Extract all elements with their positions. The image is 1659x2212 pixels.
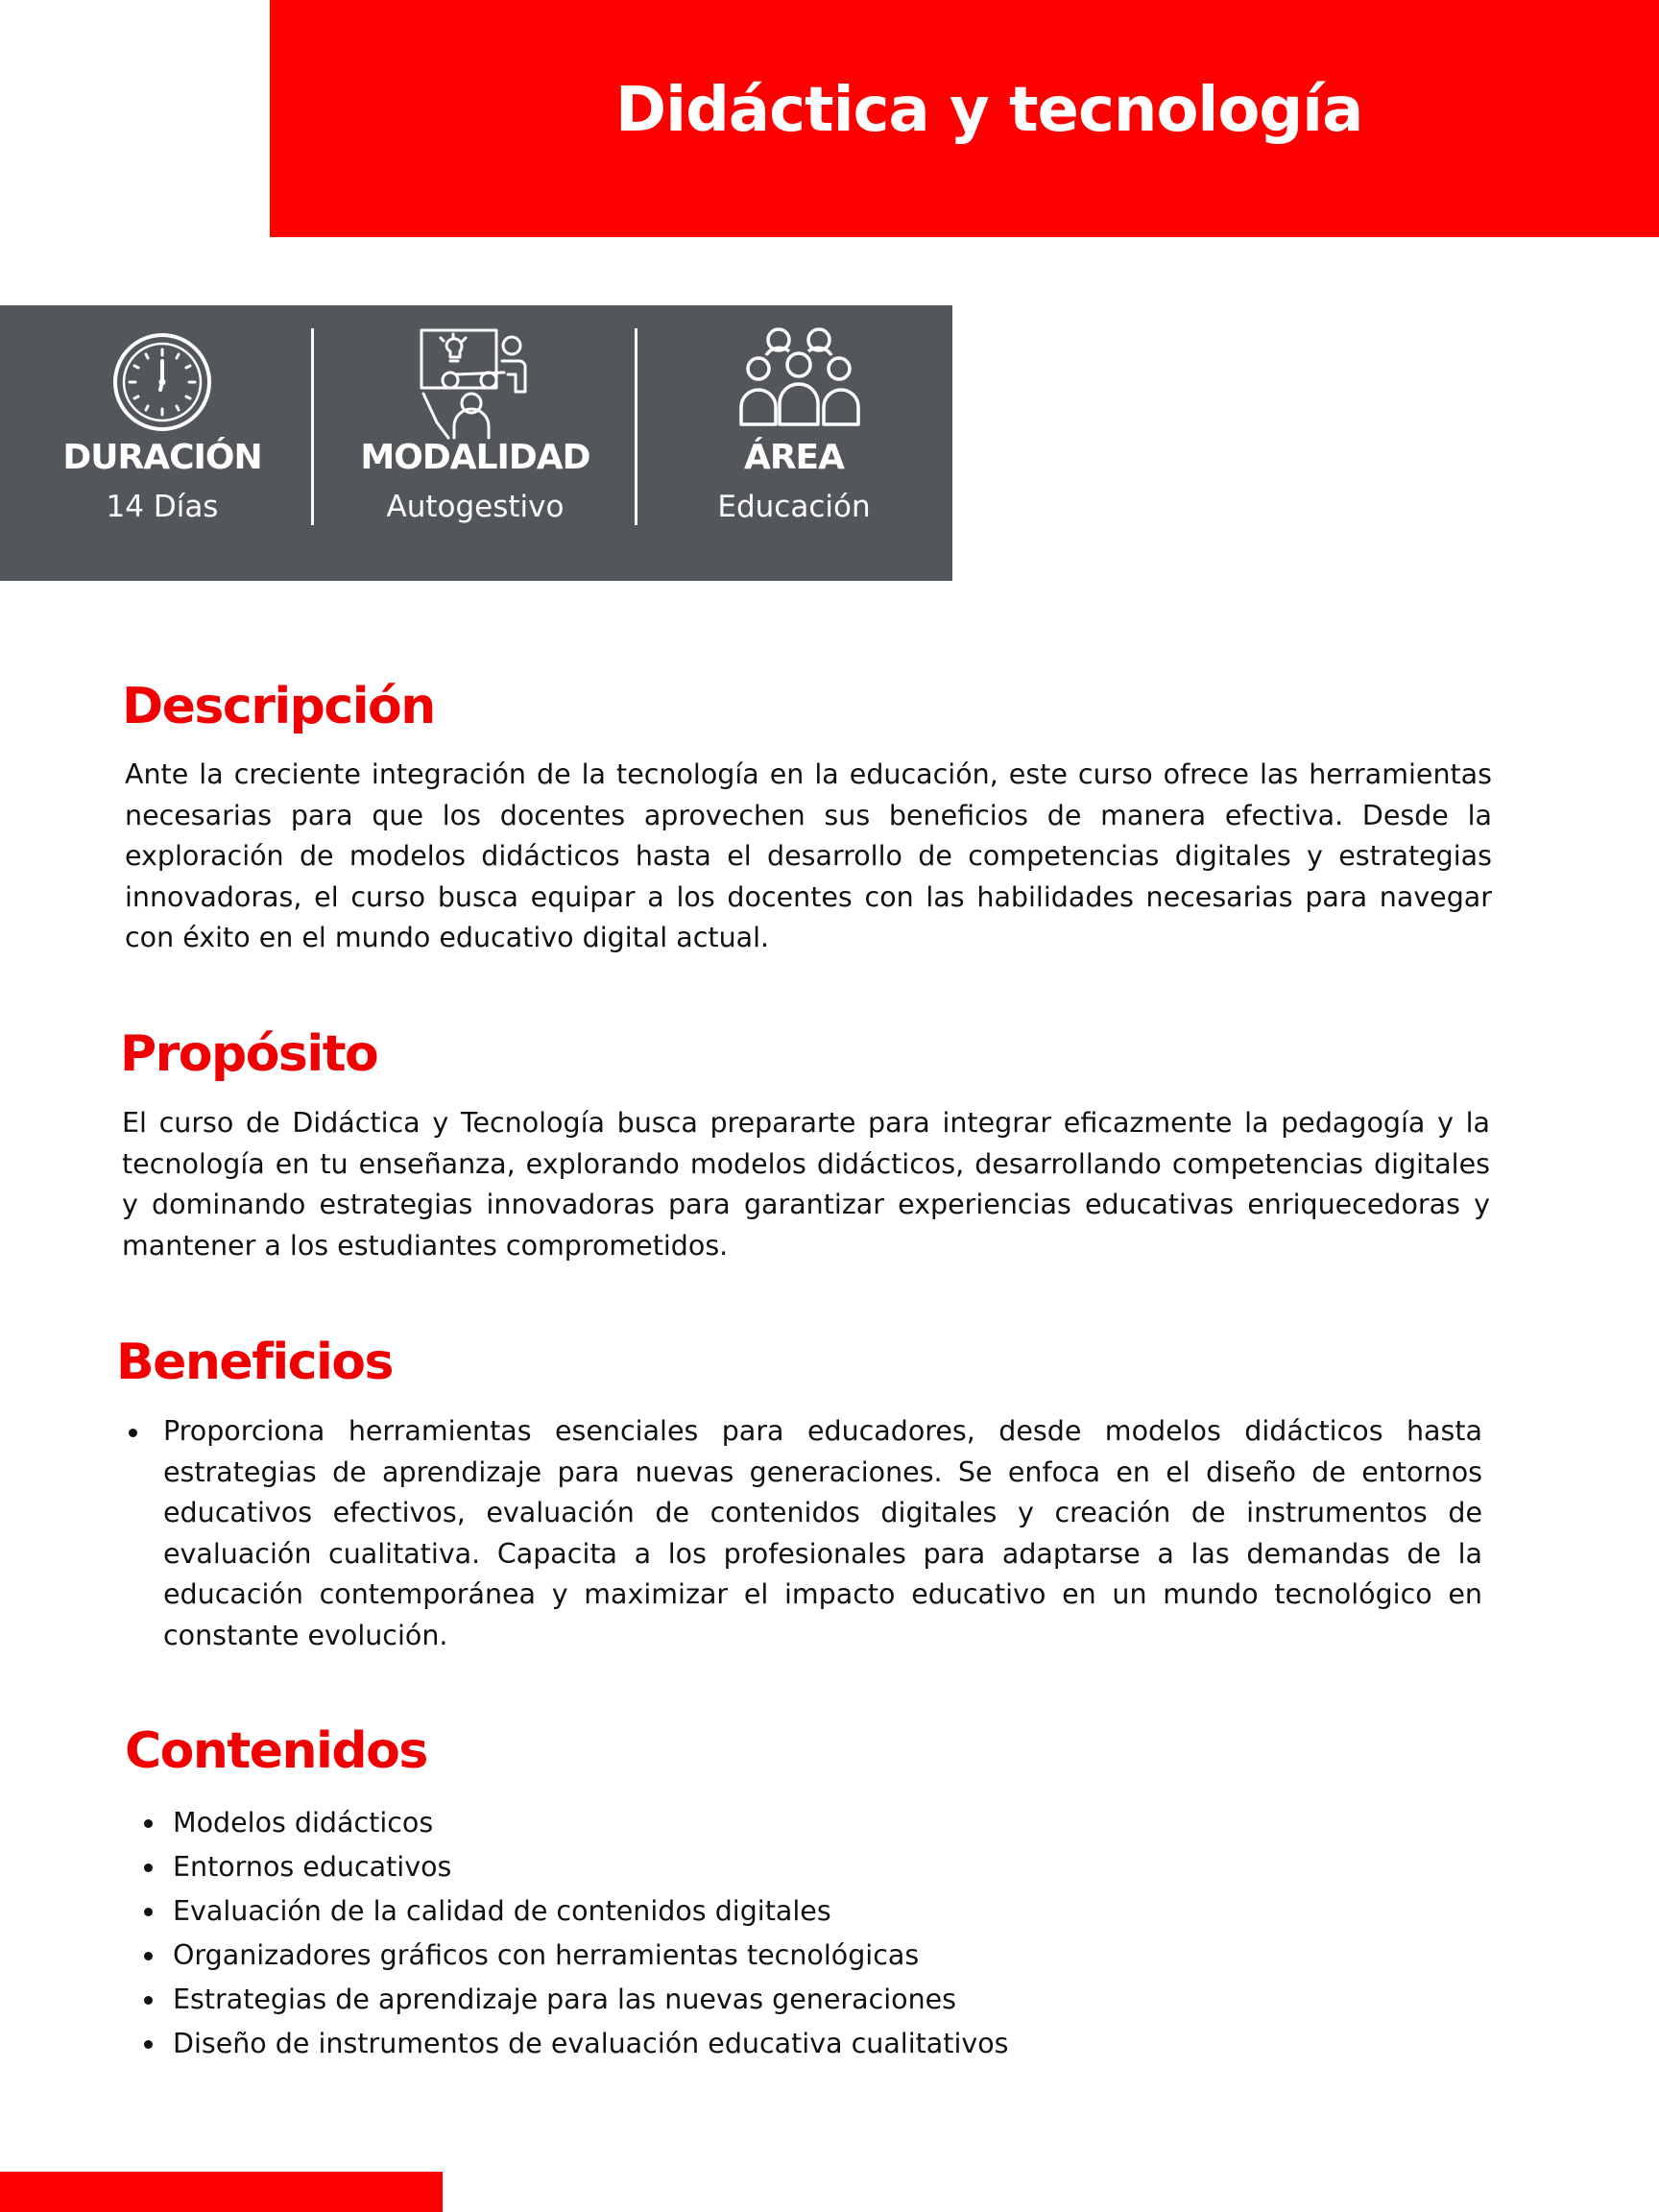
bullet-icon	[144, 2040, 153, 2049]
modality-value: Autogestivo	[386, 490, 565, 524]
info-duration	[43, 305, 281, 581]
contents-heading: Contenidos	[125, 1722, 427, 1780]
list-item	[144, 1978, 1296, 2022]
benefits-heading: Beneficios	[116, 1334, 393, 1391]
area-value: Educación	[717, 490, 871, 524]
content-item-text: Diseño de instrumentos de evaluación educativa cualitativos	[173, 2028, 1009, 2059]
info-divider	[311, 328, 314, 525]
contents-list	[144, 1801, 1296, 2066]
content-item-text: Estrategias de aprendizaje para las nuevas generaciones	[173, 1984, 957, 2015]
purpose-heading: Propósito	[120, 1025, 378, 1083]
area-label: ÁREA	[743, 438, 845, 477]
list-item	[144, 1801, 1296, 1845]
bullet-icon	[144, 1819, 153, 1828]
benefit-text: Proporciona herramientas esenciales para educadores, desde modelos didácticos hasta estrategias de aprendizaje para nuevas generaciones. Se enfoca en el diseño de entornos educativos efectivos, evaluación de contenidos digitales y creación de instrumentos de evaluación cualitativa. Capacita a los profesionales para adaptarse a las demandas de la educación contemporánea y maximizar el impacto educativo en un mundo tecnológico en constante evolución.	[163, 1415, 1482, 1651]
bullet-icon	[144, 1952, 153, 1960]
footer-accent-bar	[0, 2172, 443, 2212]
list-item	[144, 1845, 1296, 1889]
course-info-panel	[0, 305, 952, 581]
duration-label: DURACIÓN	[62, 438, 262, 477]
purpose-text: El curso de Didáctica y Tecnología busca prepararte para integrar eficazmente la pedagogía y la tecnología en tu enseñanza, explorando modelos didácticos, desarrollando competencias digitales y dominando estrategias innovadoras para garantizar experiencias educativas enriquecedoras y mantener a los estudiantes comprometidos.	[122, 1107, 1490, 1262]
teacher-presentation-icon	[418, 326, 533, 442]
list-item	[144, 1934, 1296, 1978]
list-item	[144, 2022, 1296, 2066]
info-modality	[355, 305, 595, 581]
clock-icon	[108, 328, 216, 436]
content-item-text: Evaluación de la calidad de contenidos digitales	[173, 1895, 831, 1927]
duration-value: 14 Días	[106, 490, 219, 524]
bullet-icon	[144, 1908, 153, 1916]
content-item-text: Organizadores gráficos con herramientas tecnológicas	[173, 1939, 920, 1971]
group-people-icon	[737, 326, 862, 428]
description-heading: Descripción	[122, 678, 435, 735]
modality-label: MODALIDAD	[360, 438, 590, 477]
list-item	[121, 1411, 1482, 1656]
bullet-icon	[129, 1429, 137, 1437]
bullet-icon	[144, 1863, 153, 1872]
title-band	[270, 0, 1659, 237]
list-item	[144, 1889, 1296, 1934]
info-area	[674, 305, 914, 581]
bullet-icon	[144, 1996, 153, 2005]
page-title: Didáctica y tecnología	[615, 75, 1363, 146]
content-item-text: Modelos didácticos	[173, 1807, 434, 1839]
benefits-list	[121, 1411, 1482, 1656]
description-text: Ante la creciente integración de la tecnología en la educación, este curso ofrece las herramientas necesarias para que los docentes aprovechen sus beneficios de manera efectiva. Desde la exploración de modelos didácticos hasta el desarrollo de competencias digitales y estrategias innovadoras, el curso busca equipar a los docentes con las habilidades necesarias para navegar con éxito en el mundo educativo digital actual.	[125, 758, 1492, 953]
content-item-text: Entornos educativos	[173, 1851, 452, 1883]
info-divider	[635, 328, 637, 525]
